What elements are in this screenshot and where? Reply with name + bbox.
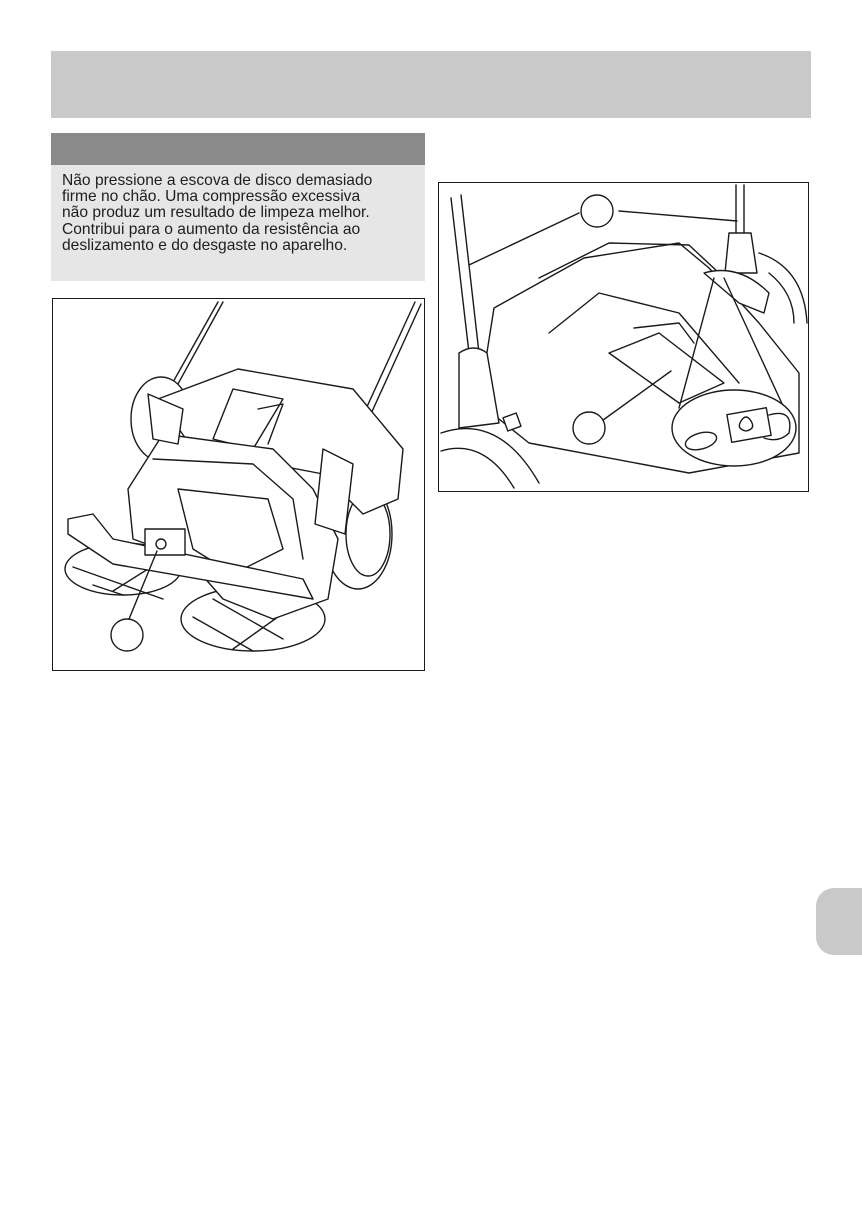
warning-note-header: [51, 133, 425, 165]
note-line: firme no chão. Uma compressão excessiva: [62, 188, 361, 206]
note-line: deslizamento e do desgaste no aparelho.: [62, 236, 348, 254]
note-line: Contribui para o aumento da resistência ao: [62, 220, 361, 238]
figure-sweeper-front: [52, 298, 425, 671]
section-header-bar: [51, 51, 811, 118]
warning-note: [51, 133, 425, 281]
warning-note-text: [62, 173, 412, 254]
sweeper-handle-mount-icon: [439, 183, 808, 491]
figure-handle-mount: [438, 182, 809, 492]
chapter-tab: [816, 888, 862, 955]
note-line: Não pressione a escova de disco demasiado: [62, 172, 373, 189]
sweeper-front-view-icon: [53, 299, 424, 670]
note-line: não produz um resultado de limpeza melhor.: [62, 204, 370, 222]
